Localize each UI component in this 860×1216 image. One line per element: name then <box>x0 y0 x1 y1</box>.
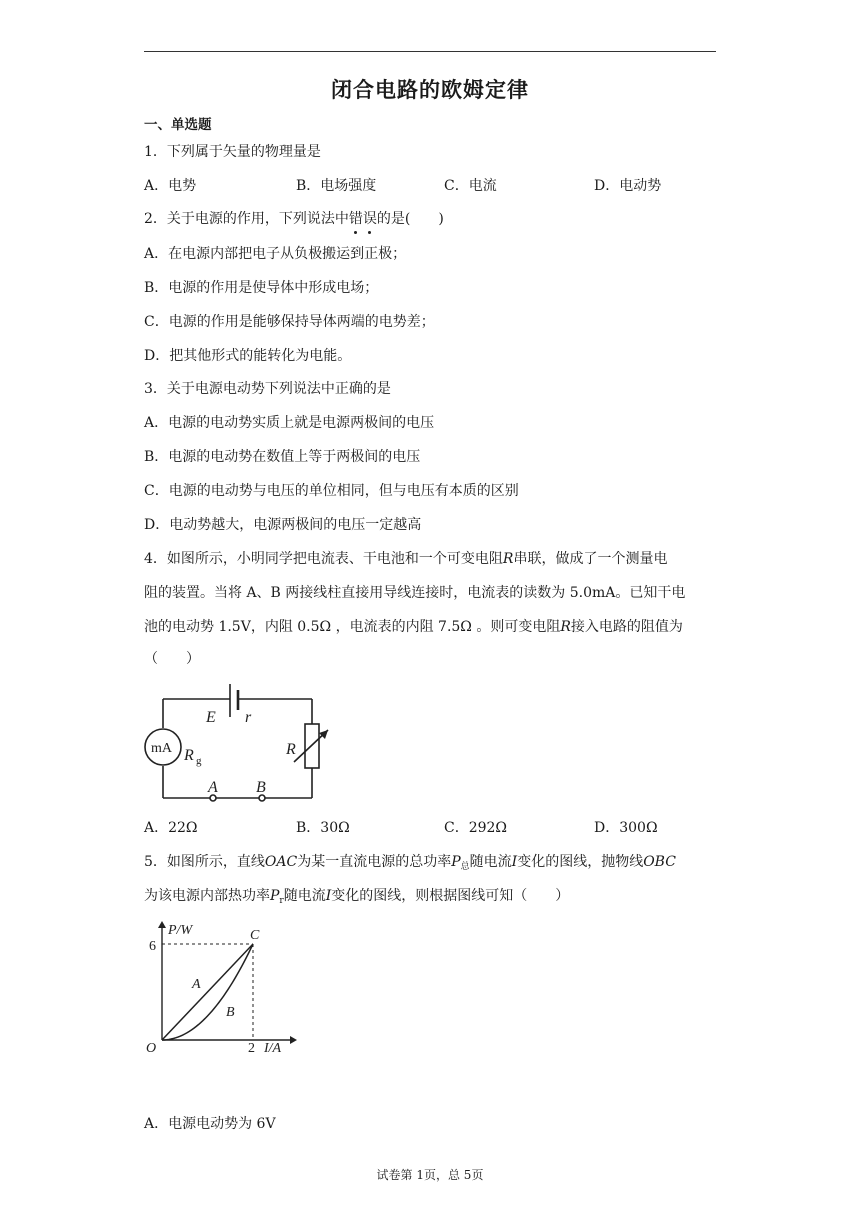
label-rg: R <box>184 747 194 764</box>
q4-option-a: A．22Ω <box>144 820 198 836</box>
page-footer: 试卷第 1页，总 5页 <box>376 1168 484 1182</box>
q2-emphasis-1-text: 错 <box>348 211 363 227</box>
q2-option-c: C．电源的作用是能够保持导体两端的电势差； <box>144 314 435 330</box>
q5-text: 为该电源内部热功率 <box>144 888 270 904</box>
y-axis-label: P/W <box>168 923 193 938</box>
q4-text: 4．如图所示，小明同学把电流表、干电池和一个可变电阻 <box>144 551 503 567</box>
q5-var: OAC <box>264 854 298 870</box>
series-a-line <box>162 944 253 1040</box>
emphasis-dot <box>368 231 371 234</box>
q4-option-d: D．300Ω <box>594 820 658 836</box>
label-b: B <box>256 779 266 796</box>
q1-option-b: B．电场强度 <box>296 178 377 194</box>
q5-sub: 总 <box>460 862 470 872</box>
q4-stem-line-3 <box>144 616 683 636</box>
q2-option-d: D．把其他形式的能转化为电能。 <box>144 348 352 364</box>
q5-var: I <box>511 854 518 870</box>
q4-text: 池的电动势 1.5V，内阻 0.5Ω ，电流表的内阻 7.5Ω 。则可变电阻 <box>144 619 561 635</box>
q3-option-a: A．电源的电动势实质上就是电源两极间的电压 <box>144 415 435 431</box>
q2-option-a: A．在电源内部把电子从负极搬运到正极； <box>144 246 407 262</box>
q4-stem-line-2: 阻的装置。当将 A、B 两接线柱直接用导线连接时，电流表的读数为 5.0mA。已知干电 <box>144 585 686 601</box>
label-rheostat-r: R <box>286 741 296 758</box>
q5-text: 随电流 <box>469 854 512 870</box>
q1-option-a: A．电势 <box>144 178 197 194</box>
q2-emphasis-2-text: 误 <box>362 211 377 227</box>
page-title: 闭合电路的欧姆定律 <box>331 78 529 102</box>
label-e: E <box>206 709 216 726</box>
q4-stem-line-1 <box>144 548 667 568</box>
label-rg-sub: g <box>196 755 202 767</box>
q1-option-c: C．电流 <box>444 178 497 194</box>
q4-var-r: R <box>502 551 514 567</box>
q5-text: 随电流 <box>283 888 326 904</box>
q4-text: 串联，做成了一个测量电 <box>513 551 668 567</box>
q3-option-d: D．电动势越大，电源两极间的电压一定越高 <box>144 517 422 533</box>
q5-text: 5．如图所示，直线 <box>144 854 265 870</box>
q2-stem-before: 2．关于电源的作用，下列说法中 <box>144 211 349 227</box>
emphasis-dot <box>354 231 357 234</box>
origin-label: O <box>146 1041 157 1056</box>
q4-option-c: C．292Ω <box>444 820 508 836</box>
q5-sub: r <box>279 896 284 906</box>
q4-option-b: B．30Ω <box>296 820 350 836</box>
q5-stem-line-2 <box>144 885 569 906</box>
q2-stem-after: 的是( ) <box>376 211 444 227</box>
q2-emphasis-2 <box>363 208 377 228</box>
label-a: A <box>208 779 218 796</box>
q5-stem-line-1 <box>144 851 676 872</box>
series-b-label: B <box>226 1005 235 1020</box>
section-heading: 一、单选题 <box>144 117 212 133</box>
q3-option-b: B．电源的电动势在数值上等于两极间的电压 <box>144 449 421 465</box>
y-axis-arrowhead <box>158 921 166 928</box>
q5-text: 变化的图线，则根据图线可知（ ） <box>331 888 570 904</box>
q2-option-b: B．电源的作用是使导体中形成电场； <box>144 280 379 296</box>
power-current-graph <box>140 920 300 1060</box>
q1-option-d: D．电动势 <box>594 178 662 194</box>
q5-var: OBC <box>643 854 676 870</box>
q3-stem: 3．关于电源电动势下列说法中正确的是 <box>144 381 391 397</box>
q5-var: P <box>270 888 280 904</box>
x-tick-label: 2 <box>248 1041 255 1056</box>
q5-text: 变化的图线，抛物线 <box>517 854 644 870</box>
x-axis-label: I/A <box>264 1041 282 1056</box>
series-a-label: A <box>192 977 201 992</box>
q5-option-a: A．电源电动势为 6V <box>144 1116 276 1132</box>
point-c-label: C <box>250 928 260 943</box>
x-axis-arrowhead <box>290 1036 297 1044</box>
q4-text: 接入电路的阻值为 <box>570 619 683 635</box>
q4-var-r: R <box>560 619 571 635</box>
q4-answer-paren: （ ） <box>144 651 200 667</box>
q1-stem: 1．下列属于矢量的物理量是 <box>144 144 321 160</box>
q2-emphasis-1 <box>349 208 363 228</box>
y-tick-label: 6 <box>149 939 156 954</box>
q5-text: 为某一直流电源的总功率 <box>297 854 452 870</box>
q5-var: I <box>325 888 332 904</box>
q3-option-c: C．电源的电动势与电压的单位相同，但与电压有本质的区别 <box>144 483 519 499</box>
circuit-diagram <box>144 676 334 806</box>
q5-var: P <box>451 854 461 870</box>
header-rule <box>144 51 716 52</box>
label-ma: mA <box>151 741 172 756</box>
label-r: r <box>245 709 252 726</box>
q2-stem <box>144 208 444 228</box>
